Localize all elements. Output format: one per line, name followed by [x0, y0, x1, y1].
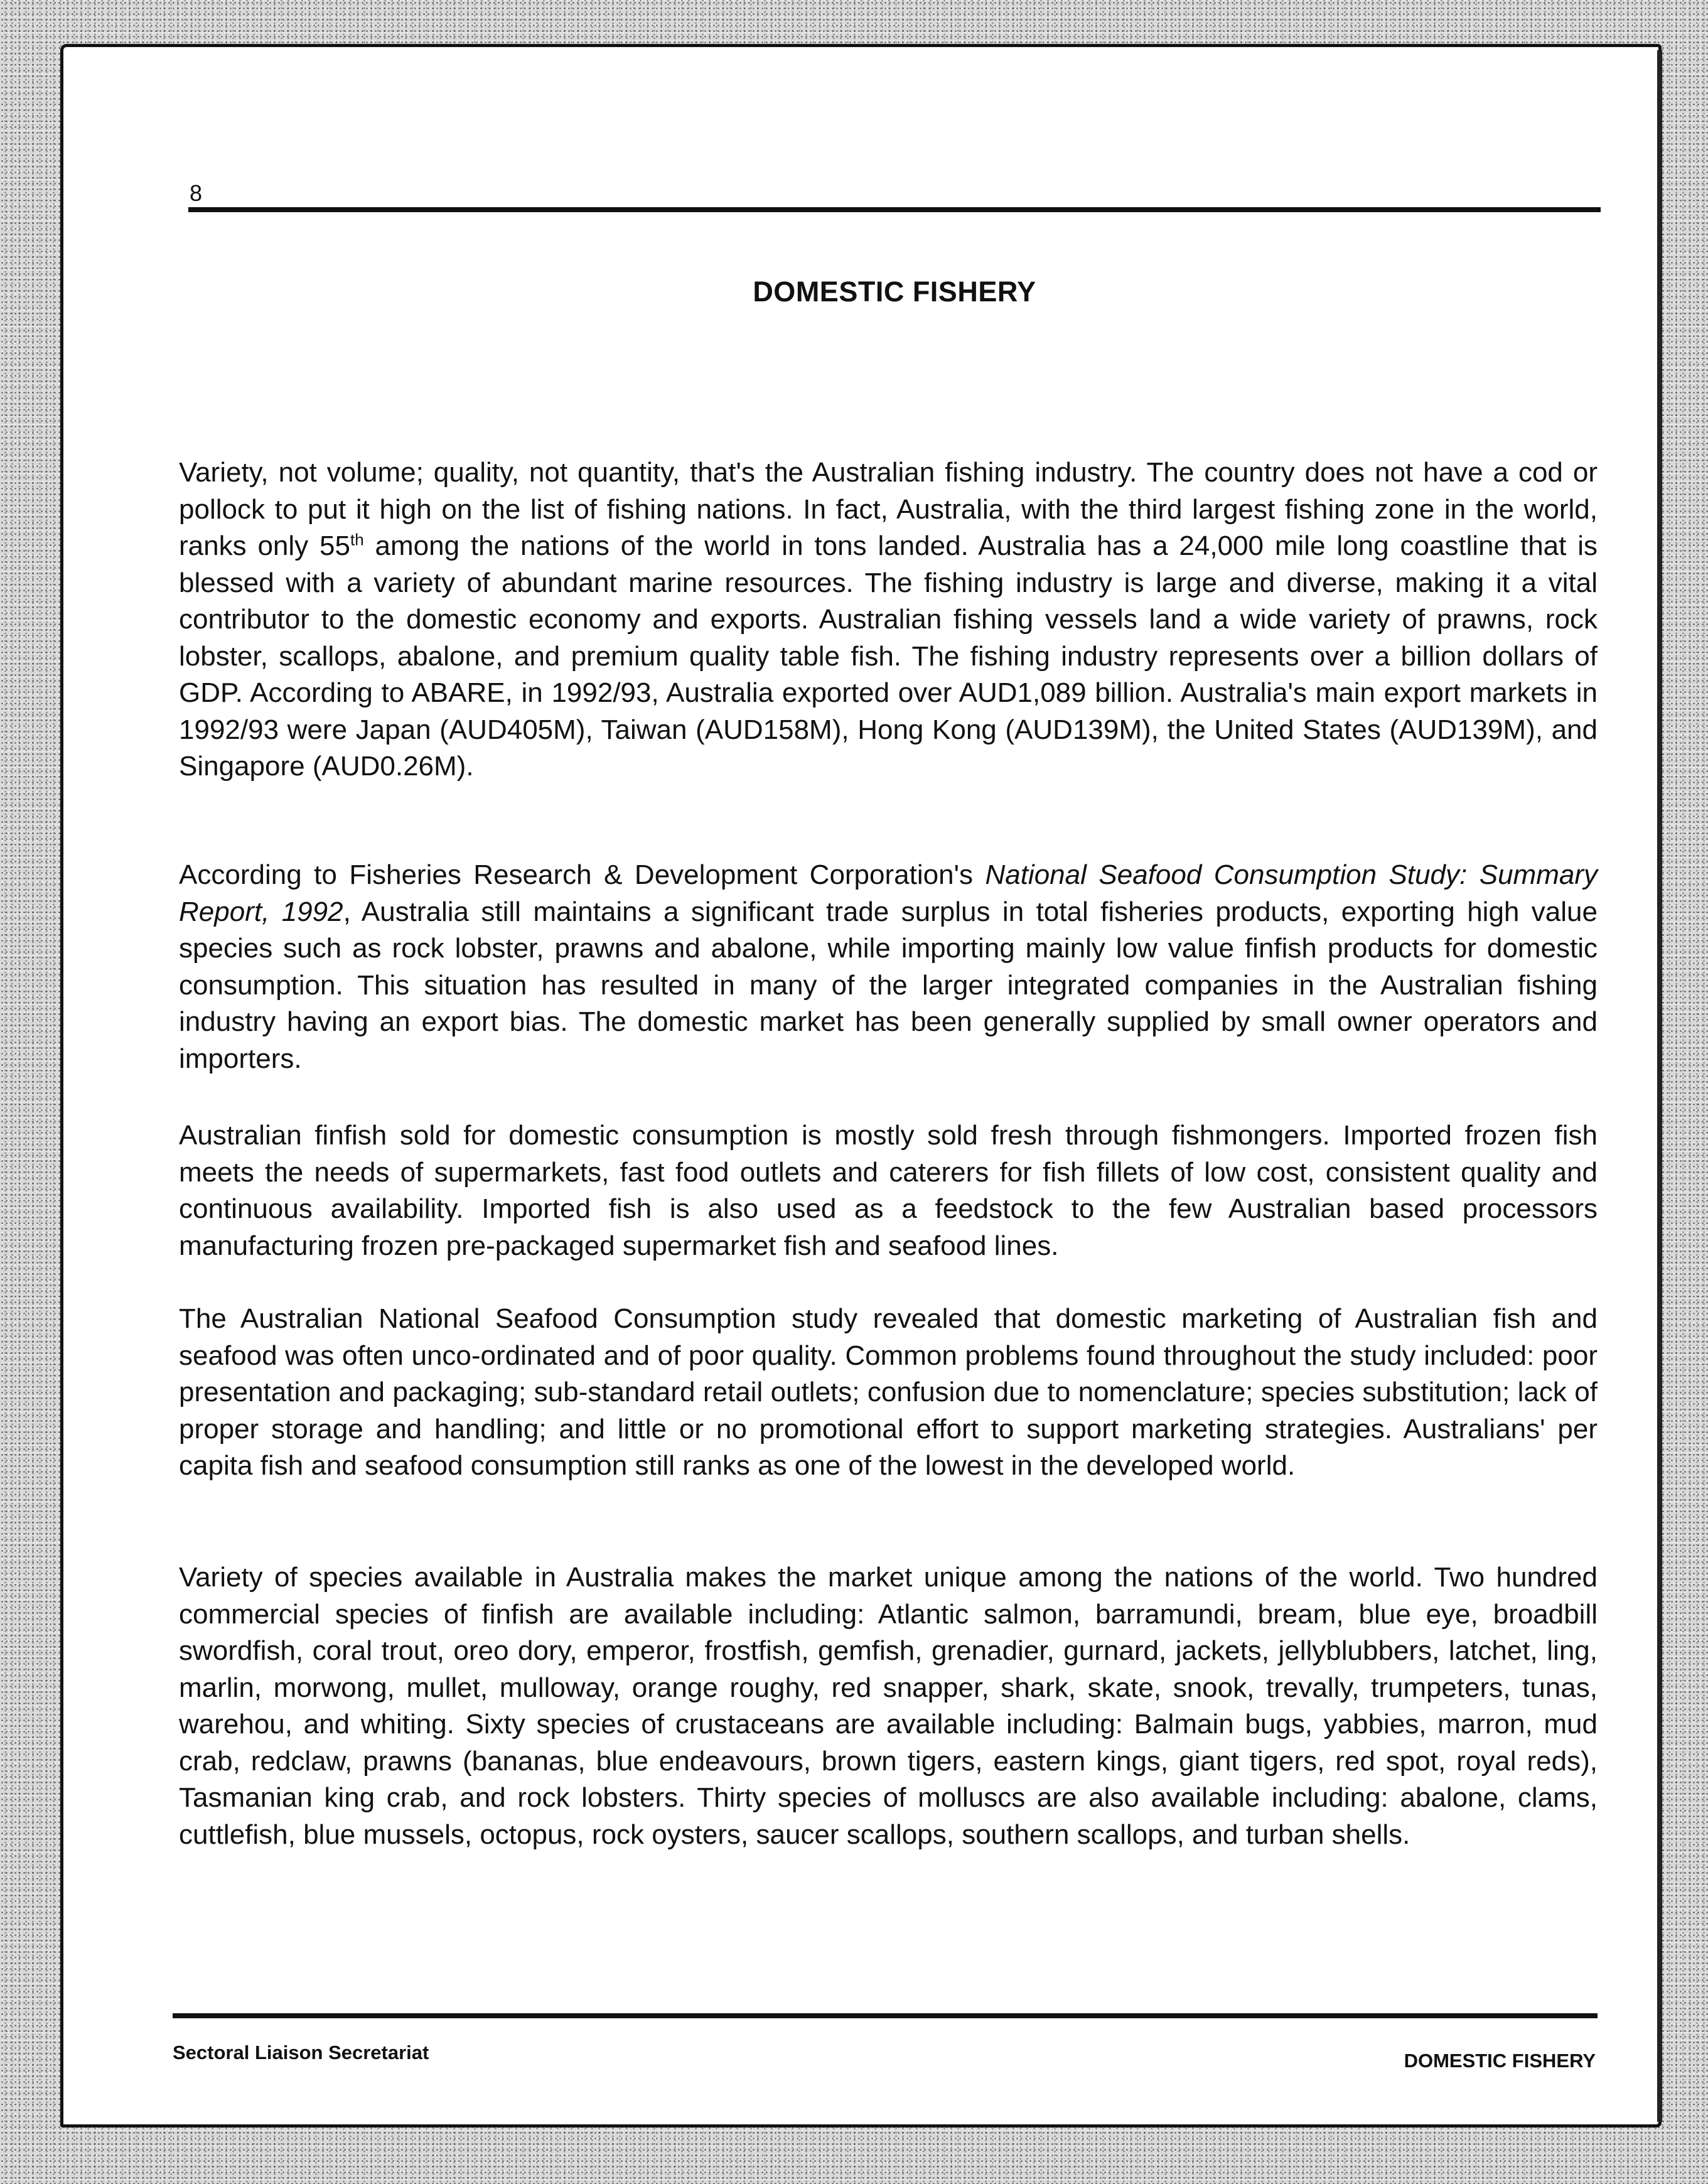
- page-title: DOMESTIC FISHERY: [753, 276, 1036, 308]
- page-number: 8: [190, 180, 203, 206]
- footer-section-title: DOMESTIC FISHERY: [1404, 2050, 1596, 2072]
- paragraph-overview-text: Variety, not volume; quality, not quantity, that's the Australian fishing industry. The country does not have a cod or pollock to put it high on the list of fishing nations. In fact, Australia, with the third largest fishing zone in the world, ranks only 55: [179, 457, 1598, 561]
- paragraph-consumption-study: The Australian National Seafood Consumption study revealed that domestic marketing of Australian fish and seafood was often unco-ordinated and of poor quality. Common problems found throughout the study included: poor presentation and packaging; sub-standard retail outlets; confusion due to nomenclature; species substitution; lack of proper storage and handling; and little or no promotional effort to support marketing strategies. Australians' per capita fish and seafood consumption still ranks as one of the lowest in the developed world.: [179, 1303, 1598, 1481]
- page-edge-shadow: [1657, 50, 1662, 2122]
- header-rule: [188, 207, 1601, 212]
- paragraph-trade-lead: According to Fisheries Research & Development Corporation's: [179, 859, 986, 890]
- footer-organization: Sectoral Liaison Secretariat: [173, 2041, 429, 2063]
- paragraph-trade-rest: , Australia still maintains a significant trade surplus in total fisheries products, exporting high value species such as rock lobster, prawns and abalone, while importing mainly low value finfish products for domestic consumption. This situation has resulted in many of the larger integrated companies in the Australian fishing industry having an export bias. The domestic market has been generally supplied by small owner operators and importers.: [179, 896, 1598, 1074]
- ordinal-suffix: th: [350, 530, 364, 549]
- paragraph-overview-text-cont: among the nations of the world in tons landed. Australia has a 24,000 mile long coastline that is blessed with a variety of abundant marine resources. The fishing industry is large and diverse, making it a vital contributor to the domestic economy and exports. Australian fishing vessels land a wide variety of prawns, rock lobster, scallops, abalone, and premium quality table fish. The fishing industry represents over a billion dollars of GDP. According to ABARE, in 1992/93, Australia exported over AUD1,089 billion. Australia's main export markets in 1992/93 were Japan (AUD405M), Taiwan (AUD158M), Hong Kong (AUD139M), the United States (AUD139M), and Singapore (AUD0.26M).: [179, 530, 1598, 782]
- footer-rule: [173, 2013, 1598, 2018]
- paragraph-finfish: Australian finfish sold for domestic consumption is mostly sold fresh through fishmongers. Imported frozen fish meets the needs of supermarkets, fast food outlets and caterers for fish fillets of low cost, consistent quality and continuous availability. Imported fish is also used as a feedstock to the few Australian based processors manufacturing frozen pre-packaged supermarket fish and seafood lines.: [179, 1120, 1598, 1261]
- paragraph-species: Variety of species available in Australia makes the market unique among the nations of the world. Two hundred commercial species of finfish are available including: Atlantic salmon, barramundi, bream, blue eye, broadbill swordfish, coral trout, oreo dory, emperor, frostfish, gemfish, grenadier, gurnard, jackets, jellyblubbers, latchet, ling, marlin, morwong, mullet, mulloway, orange roughy, red snapper, shark, skate, snook, trevally, trumpeters, tunas, warehou, and whiting. Sixty species of crustaceans are available including: Balmain bugs, yabbies, marron, mud crab, redclaw, prawns (bananas, blue endeavours, brown tigers, eastern kings, giant tigers, red spot, royal reds), Tasmanian king crab, and rock lobsters. Thirty species of molluscs are also available including: abalone, clams, cuttlefish, blue mussels, octopus, rock oysters, saucer scallops, southern scallops, and turban shells.: [179, 1562, 1598, 1850]
- paragraph-trade-surplus: [179, 857, 1598, 1077]
- report-title-citation: National Seafood Consumption Study: Summary Report, 1992: [179, 859, 1598, 927]
- paragraph-overview: [179, 455, 1598, 785]
